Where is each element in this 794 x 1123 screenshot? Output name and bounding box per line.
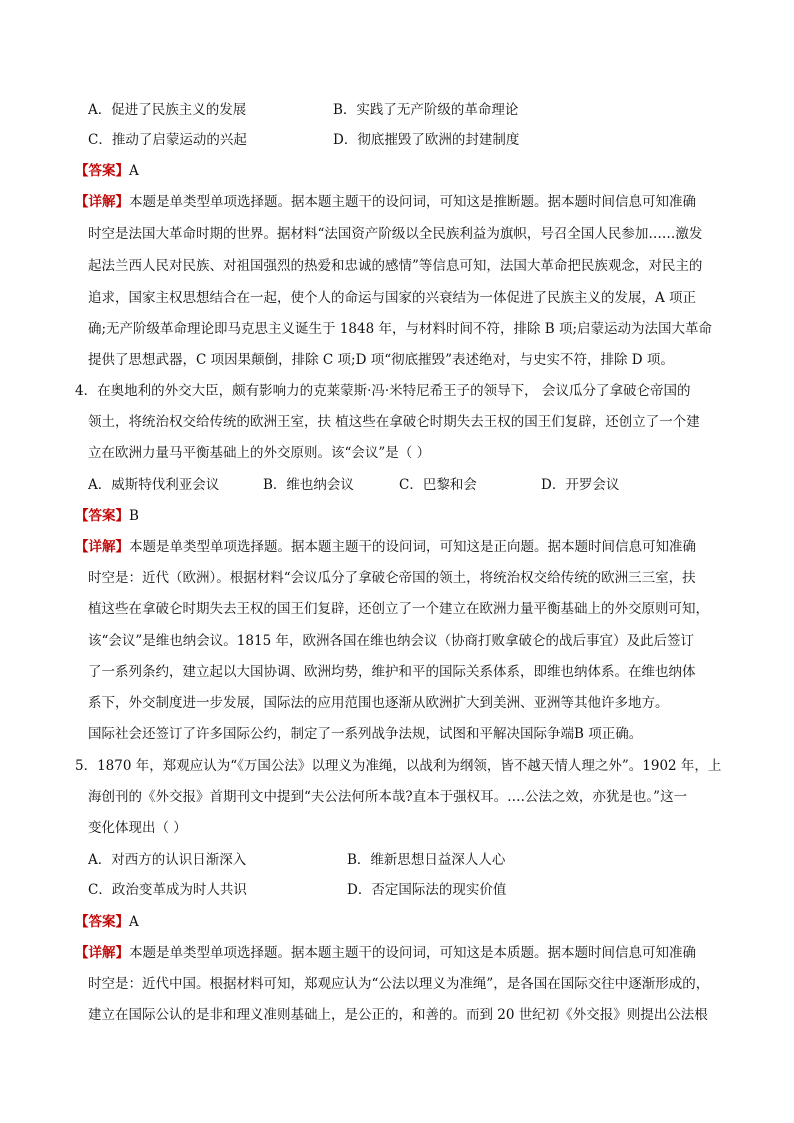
q3-option-a: A．促进了民族主义的发展 [88, 102, 247, 118]
q4-option-a: A．威斯特伐利亚会议 [88, 477, 220, 493]
q3-detail-line-1 [75, 192, 696, 212]
answer-tag: 【答案】 [75, 163, 129, 179]
answer-value: B [129, 508, 139, 524]
q3-option-d: D．彻底摧毁了欧洲的封建制度 [333, 132, 520, 148]
q4-option-c: C．巴黎和会 [399, 477, 477, 493]
detail-tag: 【详解】 [75, 194, 129, 210]
answer-tag: 【答案】 [75, 914, 129, 930]
q3-option-c: C．推动了启蒙运动的兴起 [88, 132, 247, 148]
q4-option-d: D．开罗会议 [541, 477, 620, 493]
q3-detail-line-6: 提供了思想武器，C 项因果颠倒，排除 C 项;D 项“彻底摧毁”表述绝对，与史实不符，排除 D 项。 [88, 352, 674, 368]
q5-option-a: A．对西方的认识日渐深入 [88, 852, 247, 868]
q5-option-d: D．否定国际法的现实价值 [347, 882, 507, 898]
detail-tag: 【详解】 [75, 539, 129, 555]
q4-stem-line-2: 领土，将统治权交给传统的欧洲王室，扶 植这些在拿破仑时期失去王权的国王们复辟，还创立了一个建 [88, 414, 700, 430]
answer-value: A [129, 163, 139, 179]
detail-text: 本题是单类型单项选择题。据本题主题干的设问词，可知这是推断题。据本题时间信息可知准确 [129, 194, 696, 210]
detail-tag: 【详解】 [75, 945, 129, 961]
q5-option-c: C．政治变革成为时人共识 [88, 882, 247, 898]
q4-detail-line-1 [75, 537, 696, 557]
q4-detail-line-5: 了一系列条约，建立起以大国协调、欧洲均势，维护和平的国际关系体系，即维也纳体系。在维也纳体 [88, 664, 696, 680]
q4-detail-line-4: 该“会议”是维也纳会议。1815 年，欧洲各国在维也纳会议（协商打败拿破仑的战后事宜）及此后签订 [88, 633, 694, 649]
q5-answer [75, 912, 139, 932]
q4-stem-line-3: 立在欧洲力量马平衡基础上的外交原则。该“会议”是（ ） [88, 445, 431, 461]
q3-detail-line-3: 起法兰西人民对民族、对祖国强烈的热爱和忠诚的感情”等信息可知，法国大革命把民族观念，对民主的 [88, 258, 703, 274]
q4-answer [75, 506, 139, 526]
answer-tag: 【答案】 [75, 508, 129, 524]
q4-stem-line-1: 4．在奥地利的外交大臣，颇有影响力的克莱蒙斯·冯·米特尼希王子的领导下， 会议瓜分了拿破仑帝国的 [75, 383, 691, 399]
q5-stem-line-3: 变化体现出（ ） [88, 820, 187, 836]
q3-detail-line-5: 确;无产阶级革命理论即马克思主义诞生于 1848 年，与材料时间不符，排除 B 项;启蒙运动为法国大革命 [88, 321, 713, 337]
q3-answer [75, 161, 139, 181]
q5-detail-line-2: 时空是：近代中国。根据材料可知，郑观应认为“公法以理义为准绳”，是各国在国际交往中逐渐形成的， [88, 976, 710, 992]
q5-stem-line-2: 海创刊的《外交报》首期刊文中提到“夫公法何所本哉?直本于强权耳。….公法之效，亦犹是也。”这一 [88, 789, 688, 805]
q4-detail-line-3: 植这些在拿破仑时期失去王权的国王们复辟，还创立了一个建立在欧洲力量平衡基础上的外交原则可知， [88, 601, 709, 617]
answer-value: A [129, 914, 139, 930]
q5-detail-line-1 [75, 943, 696, 963]
q4-detail-line-2: 时空是：近代（欧洲）。根据材料“会议瓜分了拿破仑帝国的领土，将统治权交给传统的欧洲三三室，扶 [88, 570, 696, 586]
q4-detail-line-7: 国际社会还签订了许多国际公约，制定了一系列战争法规，试图和平解决国际争端B 项正确。 [88, 726, 643, 742]
detail-text: 本题是单类型单项选择题。据本题主题干的设问词，可知这是正向题。据本题时间信息可知准确 [129, 539, 696, 555]
q3-detail-line-4: 追求，国家主权思想结合在一起，使个人的命运与国家的兴衰结为一体促进了民族主义的发展，A 项正 [88, 290, 697, 306]
q4-option-b: B．维也纳会议 [263, 477, 354, 493]
q5-stem-line-1: 5．1870 年，郑观应认为“《万国公法》以理义为准绳，以战利为纲领，皆不越天情人理之外”。1902 年，上 [75, 758, 722, 774]
q4-detail-line-6: 系下，外交制度进一步发展，国际法的应用范围也逐渐从欧洲扩大到美洲、亚洲等其他许多地方。 [88, 695, 669, 711]
detail-text: 本题是单类型单项选择题。据本题主题干的设问词，可知这是本质题。据本题时间信息可知准确 [129, 945, 696, 961]
q5-option-b: B．维新思想日益深人人心 [347, 852, 506, 868]
q5-detail-line-3: 建立在国际公认的是非和理义准则基础上，是公正的，和善的。而到 20 世纪初《外交报》则提出公法根 [88, 1007, 708, 1023]
q3-option-b: B．实践了无产阶级的革命理论 [333, 102, 519, 118]
q3-detail-line-2: 时空是法国大革命时期的世界。据材料“法国资产阶级以全民族利益为旗帜，号召全国人民参加……激发 [88, 226, 703, 242]
